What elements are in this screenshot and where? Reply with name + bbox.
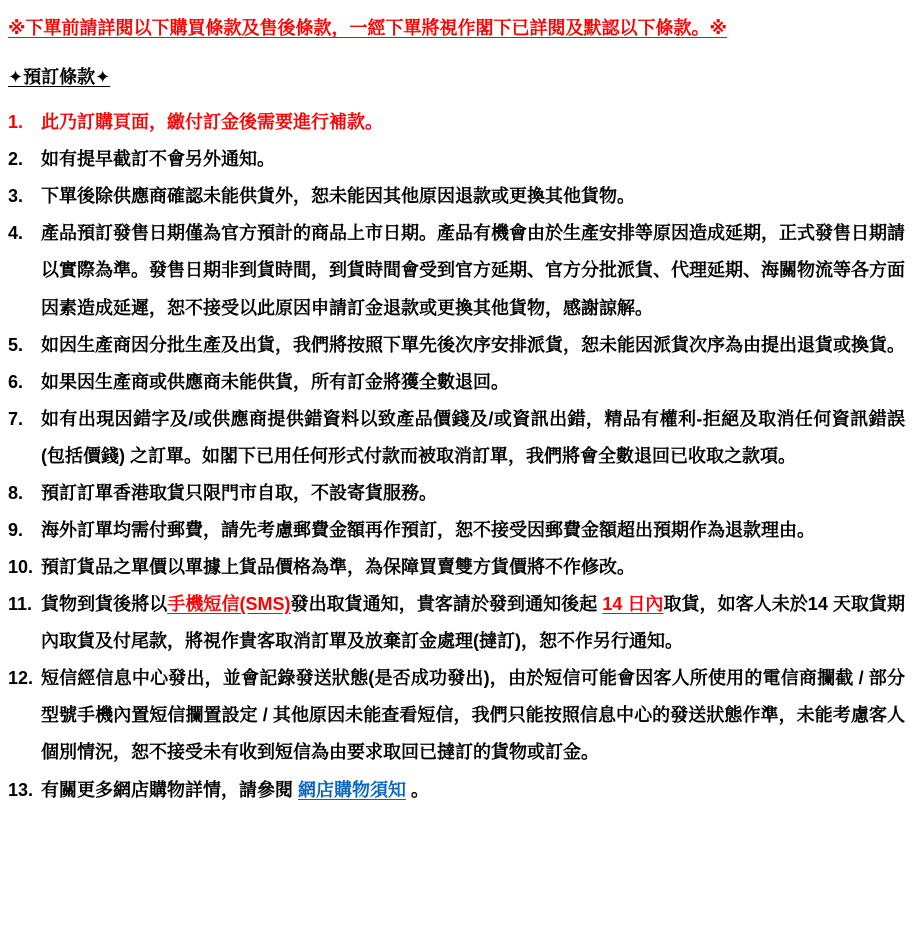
term-text-segment: 手機短信(SMS) bbox=[167, 594, 291, 615]
term-number: 13. bbox=[8, 779, 34, 800]
term-item-8 bbox=[8, 475, 905, 512]
term-item-12 bbox=[8, 660, 905, 771]
term-number: 9. bbox=[8, 520, 24, 541]
term-text-segment: 如有出現因錯字及/或供應商提供錯資料以致產品價錢及/或資訊出錯，精品有權利-拒絕及取消任何資訊錯誤(包括價錢) 之訂單。如閣下已用任何形式付款而被取消訂單，我們將會全數退回已收取之款項。 bbox=[41, 408, 905, 466]
term-item-11 bbox=[8, 586, 905, 660]
term-text-segment: 產品預訂發售日期僅為官方預計的商品上市日期。產品有機會由於生產安排等原因造成延期，正式發售日期請以實際為準。發售日期非到貨時間，到貨時間會受到官方延期、官方分批派貨、代理延期、海關物流等各方面因素造成延遲，恕不接受以此原因申請訂金退款或更換其他貨物，感謝諒解。 bbox=[41, 223, 905, 318]
term-number: 1. bbox=[8, 112, 24, 133]
term-number: 3. bbox=[8, 186, 24, 207]
term-text-segment: 。 bbox=[406, 779, 430, 800]
term-number: 12. bbox=[8, 668, 34, 689]
term-number: 6. bbox=[8, 371, 24, 392]
term-item-6 bbox=[8, 364, 905, 401]
shop-guide-link[interactable]: 網店購物須知 bbox=[298, 779, 406, 800]
term-text-segment: 貨物到貨後將以 bbox=[41, 594, 168, 615]
term-item-13 bbox=[8, 772, 905, 809]
term-item-4 bbox=[8, 215, 905, 326]
term-number: 7. bbox=[8, 408, 24, 429]
term-text-segment: 如因生產商因分批生產及出貨，我們將按照下單先後次序安排派貨，恕未能因派貨次序為由提出退貨或換貨。 bbox=[41, 334, 905, 355]
term-number: 10. bbox=[8, 557, 34, 578]
terms-list bbox=[8, 104, 905, 808]
term-item-3 bbox=[8, 178, 905, 215]
term-item-5 bbox=[8, 327, 905, 364]
term-text-segment: 預訂訂單香港取貨只限門市自取，不設寄貨服務。 bbox=[41, 482, 437, 503]
term-text-segment: 取貨，如客人未於14 天取貨期內取貨及付尾款，將視作貴客取消訂單及放棄訂金處理(撻訂)，恕不作另行通知。 bbox=[41, 594, 906, 652]
term-item-7 bbox=[8, 401, 905, 475]
term-item-10 bbox=[8, 549, 905, 586]
term-text-segment: 短信經信息中心發出，並會記錄發送狀態(是否成功發出)，由於短信可能會因客人所使用的電信商攔截 / 部分型號手機內置短信攔置設定 / 其他原因未能查看短信，我們只能按照信息中心的發送狀態作準，未能考慮客人個別情況，恕不接受未有收到短信為由要求取回已撻訂的貨物或訂金。 bbox=[41, 668, 905, 763]
term-text-segment: 有關更多網店購物詳情，請參閱 bbox=[41, 779, 298, 800]
term-item-2 bbox=[8, 141, 905, 178]
term-number: 5. bbox=[8, 334, 24, 355]
term-item-9 bbox=[8, 512, 905, 549]
term-number: 11. bbox=[8, 594, 33, 615]
term-text-segment: 14 日內 bbox=[602, 594, 664, 615]
purchase-notice-banner: ※下單前請詳閱以下購買條款及售後條款，一經下單將視作閣下已詳閱及默認以下條款。※ bbox=[8, 18, 727, 38]
term-item-1 bbox=[8, 104, 905, 141]
term-text-segment: 下單後除供應商確認未能供貨外，恕未能因其他原因退款或更換其他貨物。 bbox=[41, 186, 635, 207]
term-text-segment: 此乃訂購頁面，繳付訂金後需要進行補款。 bbox=[41, 112, 383, 133]
term-text-segment: 如有提早截訂不會另外通知。 bbox=[41, 149, 275, 170]
term-text-segment: 海外訂單均需付郵費，請先考慮郵費金額再作預訂，恕不接受因郵費金額超出預期作為退款理由。 bbox=[41, 520, 815, 541]
term-text-segment: 如果因生產商或供應商未能供貨，所有訂金將獲全數退回。 bbox=[41, 371, 509, 392]
term-number: 8. bbox=[8, 482, 24, 503]
term-number: 4. bbox=[8, 223, 24, 244]
term-text-segment: 發出取貨通知，貴客請於發到通知後起 bbox=[290, 594, 603, 615]
term-number: 2. bbox=[8, 149, 24, 170]
section-title-preorder-terms: ✦預訂條款✦ bbox=[8, 67, 111, 88]
term-text-segment: 預訂貨品之單價以單據上貨品價格為準，為保障買賣雙方貨價將不作修改。 bbox=[41, 557, 635, 578]
